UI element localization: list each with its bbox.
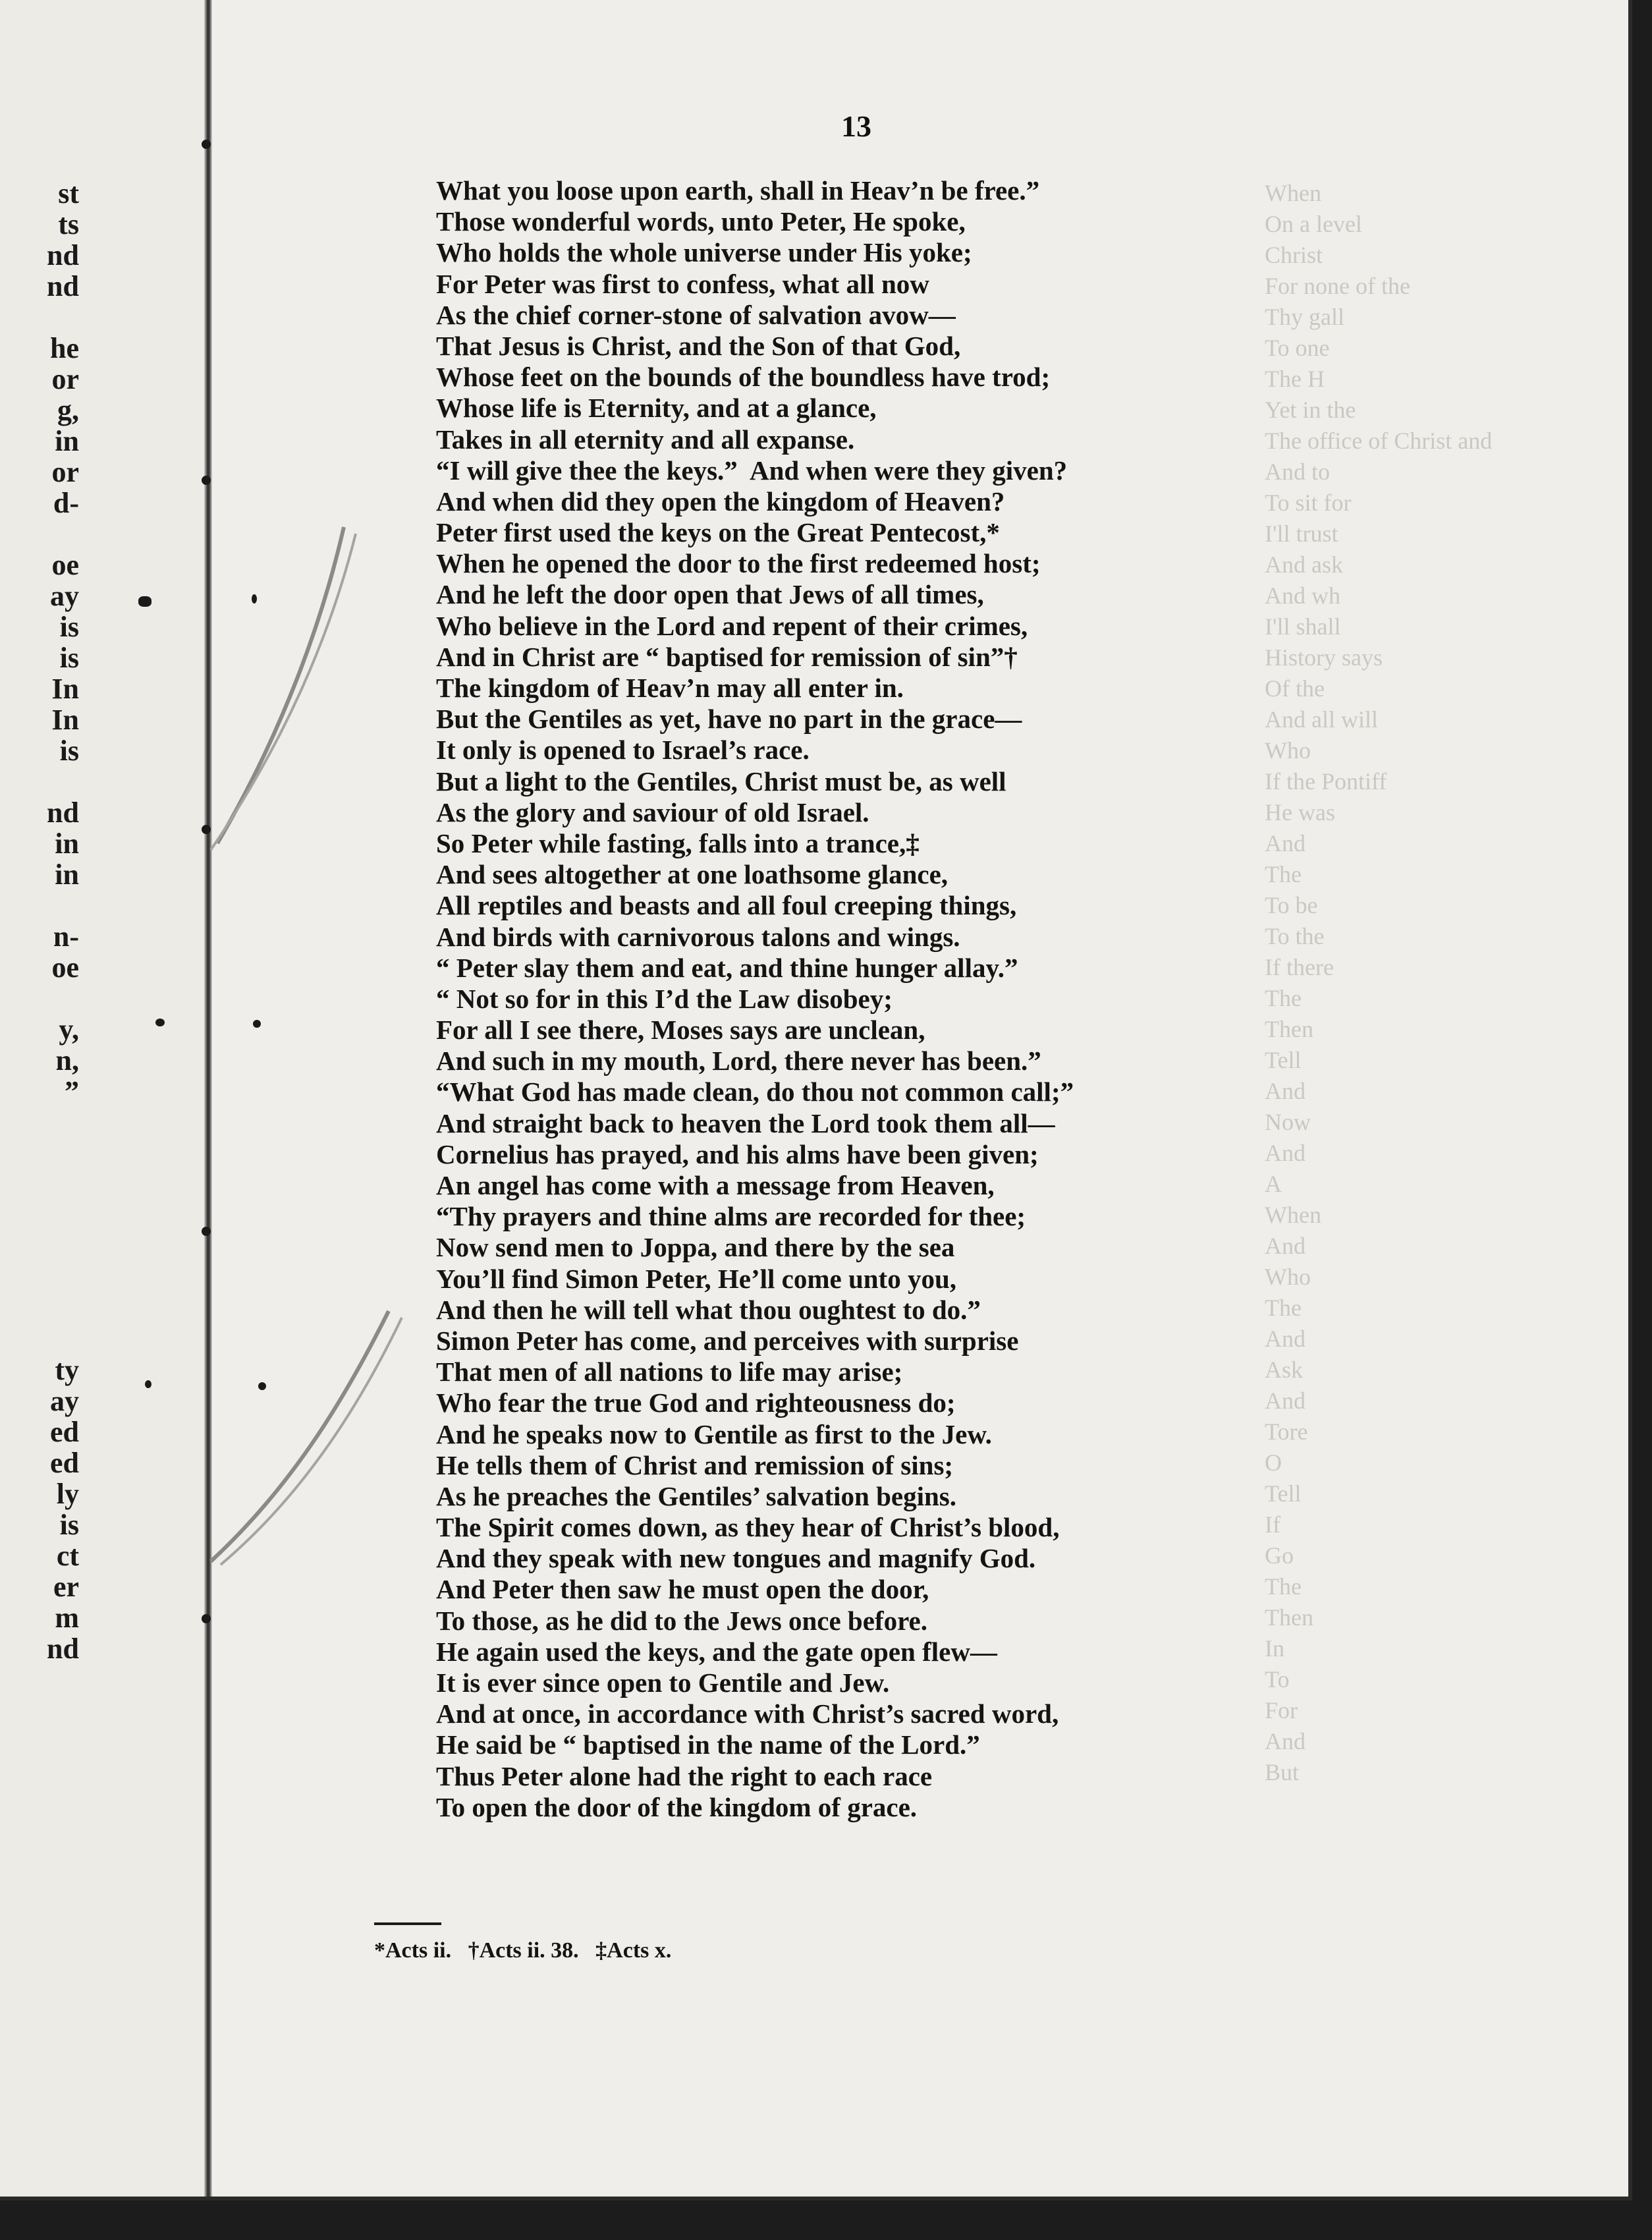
facing-page-fragment: ay (50, 1385, 79, 1417)
facing-page-fragment (0, 518, 79, 549)
poem-line: He tells them of Christ and remission of sins; (436, 1449, 954, 1480)
poem-line: As he preaches the Gentiles’ salvation begins. (436, 1480, 957, 1511)
poem-line: For all I see there, Moses says are unclean, (436, 1015, 925, 1046)
bleed-through-line: For none of the (1265, 273, 1410, 299)
poem-line: And straight back to heaven the Lord took them all— (436, 1107, 1055, 1138)
facing-page-fragment: in (55, 425, 79, 457)
bleed-through-line: And wh (1265, 582, 1340, 609)
poem-line: What you loose upon earth, shall in Heav’n be free.” (436, 175, 1040, 206)
bleed-through-line: Thy gall (1265, 304, 1344, 330)
facing-page-fragment: m (55, 1602, 79, 1634)
poem-line: And sees altogether at one loathsome glance, (436, 859, 949, 890)
bleed-through-line: To the (1265, 923, 1325, 949)
facing-page-fragment (0, 1324, 79, 1355)
poem-line: Who believe in the Lord and repent of their crimes, (436, 610, 1028, 641)
bleed-through-line: Then (1265, 1604, 1313, 1631)
poem-line: “ Peter slay them and eat, and thine hunger allay.” (436, 952, 1018, 983)
facing-page-fragment: in (55, 858, 79, 891)
bleed-through-line: Of the (1265, 675, 1325, 702)
facing-page-fragment (0, 1293, 79, 1324)
bleed-through-line: When (1265, 180, 1321, 206)
facing-page-fragment: oe (51, 951, 79, 984)
bleed-through-line: The (1265, 985, 1302, 1011)
facing-page-fragment (0, 1200, 79, 1231)
poem-line: He again used the keys, and the gate open flew— (436, 1636, 997, 1667)
bleed-through-line: I'll shall (1265, 613, 1341, 640)
poem-line: And when did they open the kingdom of Heaven? (436, 486, 1005, 517)
bleed-through-line: The office of Christ and (1265, 428, 1493, 454)
binding-hole (202, 140, 211, 149)
ink-speck (253, 1020, 261, 1028)
facing-page-fragment: ay (50, 580, 79, 612)
bleed-through-line: In (1265, 1635, 1284, 1662)
bleed-through-line: And ask (1265, 551, 1343, 578)
facing-page-fragment: st (58, 177, 79, 210)
poem-line: And he speaks now to Gentile as first to the Jew. (436, 1418, 992, 1449)
poem-line: He said be “ baptised in the name of the Lord.” (436, 1729, 980, 1760)
facing-page-fragment: In (51, 704, 79, 736)
ink-speck (252, 594, 257, 603)
poem-line: When he opened the door to the first redeemed host; (436, 548, 1041, 579)
poem-line: And he left the door open that Jews of all times, (436, 579, 984, 610)
facing-page-fragment: nd (47, 1633, 79, 1665)
facing-page-fragment: n, (55, 1044, 79, 1077)
binding-hole (202, 476, 211, 485)
bleed-through-line: Tell (1265, 1047, 1302, 1073)
facing-page-fragment: d- (53, 487, 79, 519)
facing-page-fragment: ly (56, 1478, 79, 1510)
book-gutter (204, 0, 212, 2197)
bleed-through-line: To sit for (1265, 490, 1352, 516)
facing-page-fragment: is (59, 735, 79, 767)
facing-page-fragment (0, 1231, 79, 1262)
poem-line: An angel has come with a message from Heaven, (436, 1170, 995, 1200)
bleed-through-line: Then (1265, 1016, 1313, 1042)
facing-page-fragment: oe (51, 549, 79, 581)
bleed-through-line: The (1265, 1295, 1302, 1321)
poem-line: And at once, in accordance with Christ’s sacred word, (436, 1698, 1059, 1729)
bleed-through-line: And (1265, 1233, 1306, 1259)
poem-line: That Jesus is Christ, and the Son of that God, (436, 330, 961, 361)
facing-page-fragment (0, 890, 79, 921)
bleed-through-line: Now (1265, 1109, 1311, 1135)
facing-page-fragment (0, 1107, 79, 1138)
bleed-through-line: When (1265, 1202, 1321, 1228)
facing-page-fragment (0, 1169, 79, 1200)
facing-page-fragment: or (51, 363, 79, 395)
poem-line: It only is opened to Israel’s race. (436, 735, 810, 766)
facing-page-fragment: y, (59, 1013, 79, 1046)
footnote-rule (374, 1922, 441, 1925)
poem-line: As the chief corner-stone of salvation avow— (436, 299, 956, 330)
facing-page-fragment: ts (58, 208, 79, 240)
poem-line: And then he will tell what thou oughtest to do.” (436, 1294, 981, 1325)
bleed-through-line: Who (1265, 1264, 1311, 1290)
facing-page-fragment: in (55, 827, 79, 860)
facing-page-fragment: is (59, 1509, 79, 1541)
facing-page-fragment (0, 983, 79, 1014)
binding-hole (202, 1227, 211, 1236)
poem-line: And birds with carnivorous talons and wings. (436, 921, 960, 952)
poem-line: And Peter then saw he must open the door, (436, 1574, 929, 1605)
poem-line: So Peter while fasting, falls into a trance,‡ (436, 827, 920, 858)
poem-line: The Spirit comes down, as they hear of Christ’s blood, (436, 1512, 1060, 1543)
poem-line: “What God has made clean, do thou not common call;” (436, 1077, 1074, 1107)
poem-line: Who fear the true God and righteousness do; (436, 1387, 956, 1418)
bleed-through-line: Who (1265, 737, 1311, 764)
bleed-through-line: He was (1265, 799, 1335, 826)
bleed-through-line: To be (1265, 892, 1318, 918)
poem-line: Whose life is Eternity, and at a glance, (436, 393, 877, 424)
facing-page-fragment: ty (55, 1354, 79, 1386)
bleed-through-line: Christ (1265, 242, 1323, 268)
poem-line: But a light to the Gentiles, Christ must be, as well (436, 766, 1006, 797)
facing-page-fragment (0, 302, 79, 333)
facing-page-fragment: or (51, 456, 79, 488)
bleed-through-line: If (1265, 1511, 1280, 1538)
facing-page-fragment: nd (47, 270, 79, 302)
ink-speck (145, 1380, 151, 1388)
poem-line: “I will give thee the keys.” And when were they given? (436, 455, 1068, 486)
bleed-through-line: And (1265, 1326, 1306, 1352)
bleed-through-line: History says (1265, 644, 1383, 671)
facing-page-fragment: he (50, 332, 79, 364)
bleed-through-line: For (1265, 1697, 1298, 1723)
poem-line: It is ever since open to Gentile and Jew. (436, 1667, 890, 1698)
poem-line: To open the door of the kingdom of grace. (436, 1791, 918, 1822)
poem-line: Who holds the whole universe under His yoke; (436, 237, 972, 268)
bleed-through-line: But (1265, 1759, 1300, 1785)
poem-line: That men of all nations to life may arise; (436, 1357, 903, 1387)
ink-speck (258, 1382, 266, 1390)
bleed-through-line: Tore (1265, 1418, 1308, 1445)
facing-page-fragment: is (59, 611, 79, 643)
facing-page-fragment (0, 766, 79, 797)
facing-page-fragment: ” (65, 1075, 79, 1107)
facing-page-fragment: ed (50, 1447, 79, 1479)
ink-speck (155, 1019, 165, 1026)
bleed-through-line: And all will (1265, 706, 1378, 733)
facing-page-fragment: is (59, 642, 79, 674)
poem-body (436, 175, 1292, 1823)
facing-page-fragment: ed (50, 1416, 79, 1448)
bleed-through-line: On a level (1265, 211, 1362, 237)
bleed-through-line: A (1265, 1171, 1282, 1197)
bleed-through-line: To one (1265, 335, 1330, 361)
bleed-through-line: Yet in the (1265, 397, 1356, 423)
facing-page-fragment: nd (47, 797, 79, 829)
poem-line: And such in my mouth, Lord, there never has been.” (436, 1046, 1041, 1077)
poem-line: Peter first used the keys on the Great Pentecost,* (436, 517, 1000, 548)
facing-page-fragment (0, 1262, 79, 1293)
poem-line: But the Gentiles as yet, have no part in the grace— (436, 704, 1022, 735)
footnotes: *Acts ii. †Acts ii. 38. ‡Acts x. (374, 1938, 672, 1963)
poem-line: Those wonderful words, unto Peter, He spoke, (436, 206, 966, 237)
poem-line: Thus Peter alone had the right to each race (436, 1760, 933, 1791)
bleed-through-line: And (1265, 1140, 1306, 1166)
facing-page-fragment (0, 1138, 79, 1169)
bleed-through-text (1265, 178, 1607, 1788)
poem-line: Whose feet on the bounds of the boundless have trod; (436, 362, 1051, 393)
bleed-through-line: Ask (1265, 1357, 1304, 1383)
poem-line: Takes in all eternity and all expanse. (436, 424, 855, 455)
poem-line: All reptiles and beasts and all foul creeping things, (436, 890, 1017, 921)
facing-page-fragment: er (53, 1571, 79, 1603)
bleed-through-line: O (1265, 1449, 1282, 1476)
bleed-through-line: Tell (1265, 1480, 1302, 1507)
poem-line: “Thy prayers and thine alms are recorded for thee; (436, 1201, 1026, 1232)
page-number: 13 (841, 109, 871, 143)
pencil-stroke-mark (191, 514, 362, 856)
poem-line: Simon Peter has come, and perceives with surprise (436, 1325, 1019, 1356)
facing-page-fragment: g, (57, 394, 79, 426)
ink-speck (138, 596, 151, 607)
facing-page-fragment: nd (47, 239, 79, 271)
bleed-through-line: And (1265, 1387, 1306, 1414)
poem-line: Now send men to Joppa, and there by the sea (436, 1232, 955, 1263)
bleed-through-line: And to (1265, 459, 1330, 485)
bleed-through-line: To (1265, 1666, 1290, 1693)
facing-page-fragment: ct (56, 1540, 79, 1572)
bleed-through-line: The H (1265, 366, 1325, 392)
poem-line: Cornelius has prayed, and his alms have been given; (436, 1138, 1039, 1169)
poem-line: For Peter was first to confess, what all now (436, 268, 929, 299)
facing-page-text-fragments (0, 178, 79, 1664)
facing-page-edge (0, 0, 209, 2197)
bleed-through-line: If the Pontiff (1265, 768, 1387, 795)
poem-line: “ Not so for in this I’d the Law disobey; (436, 983, 893, 1014)
bleed-through-line: And (1265, 830, 1306, 856)
bleed-through-line: Go (1265, 1542, 1294, 1569)
bleed-through-line: If there (1265, 954, 1334, 980)
bleed-through-line: I'll trust (1265, 520, 1338, 547)
bleed-through-line: The (1265, 861, 1302, 887)
poem-line: You’ll find Simon Peter, He’ll come unto you, (436, 1263, 957, 1294)
poem-line: As the glory and saviour of old Israel. (436, 797, 869, 827)
facing-page-fragment: n- (53, 920, 79, 953)
bleed-through-line: And (1265, 1728, 1306, 1754)
bleed-through-line: And (1265, 1078, 1306, 1104)
poem-line: To those, as he did to the Jews once before. (436, 1605, 927, 1636)
pencil-stroke-mark (198, 1304, 415, 1568)
binding-hole (202, 1614, 211, 1623)
bleed-through-line: The (1265, 1573, 1302, 1600)
poem-line: And in Christ are “ baptised for remission of sin”† (436, 641, 1018, 672)
poem-line: And they speak with new tongues and magnify God. (436, 1543, 1036, 1574)
facing-page-fragment: In (51, 673, 79, 705)
poem-line: The kingdom of Heav’n may all enter in. (436, 673, 904, 703)
